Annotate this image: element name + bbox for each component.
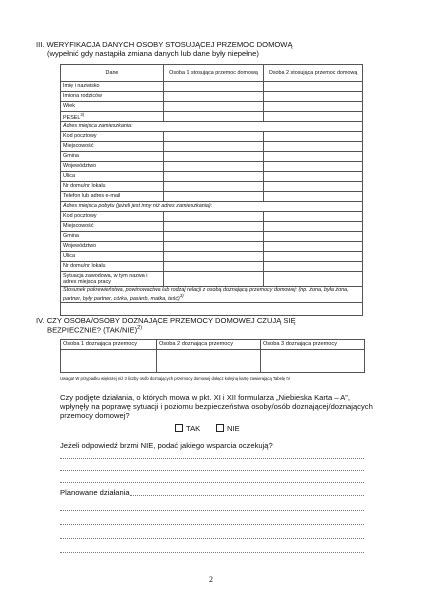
question1-line2: wpłynęły na poprawę sytuacji i poziomu bezpieczeństwa osoby/osób doznającej/doznających xyxy=(60,402,373,411)
input-cell[interactable] xyxy=(164,212,264,222)
row-label: Ulica xyxy=(61,172,164,182)
section4-table xyxy=(60,339,365,373)
col-header-victim3: Osoba 3 doznająca przemocy xyxy=(261,340,365,350)
answer-line[interactable] xyxy=(130,495,364,496)
table-row xyxy=(61,212,363,222)
section4-note: Uwaga! W przypadku większej niż 3 liczby osób doznających przemocy domowej dołącz kolejną kartę zawierającą Tabelę IV xyxy=(60,376,291,381)
col-header-person1: Osoba 1 stosująca przemoc domową xyxy=(164,65,264,82)
input-cell[interactable] xyxy=(264,162,363,172)
table-row xyxy=(61,142,363,152)
input-cell[interactable] xyxy=(264,232,363,242)
table-row xyxy=(61,102,363,112)
no-checkbox[interactable] xyxy=(216,424,224,432)
answer-line[interactable] xyxy=(60,538,364,539)
input-cell[interactable] xyxy=(164,222,264,232)
input-cell[interactable] xyxy=(264,242,363,252)
input-cell[interactable] xyxy=(164,262,264,272)
question1-line3: przemocy domowej? xyxy=(60,411,130,420)
input-cell[interactable] xyxy=(164,272,264,287)
input-cell[interactable] xyxy=(164,172,264,182)
relation-label xyxy=(61,287,363,303)
table-section-row xyxy=(61,202,363,212)
input-cell[interactable] xyxy=(264,272,363,287)
answer-line[interactable] xyxy=(60,524,364,525)
question1-line1: Czy podjęte działania, o których mowa w pkt. XI i XII formularza „Niebieska Karta – A”, xyxy=(60,393,350,402)
input-cell[interactable] xyxy=(264,82,363,92)
answer-cell[interactable] xyxy=(261,350,365,373)
table-section-row xyxy=(61,122,363,132)
row-label: Nr domu/nr lokalu xyxy=(61,182,164,192)
row-label: Imiona rodziców xyxy=(61,92,164,102)
table-row xyxy=(61,222,363,232)
section4-heading-line2 xyxy=(47,325,142,335)
input-cell[interactable] xyxy=(264,92,363,102)
table-section-row xyxy=(61,287,363,303)
row-label xyxy=(61,112,164,122)
section3-subheading: (wypełnić gdy nastąpiła zmiana danych lub dane były niepełne) xyxy=(47,49,259,58)
section3-heading: III. WERYFIKACJA DANYCH OSOBY STOSUJĄCEJ PRZEMOC DOMOWĄ xyxy=(36,40,293,49)
input-cell[interactable] xyxy=(264,192,363,202)
input-cell[interactable] xyxy=(164,252,264,262)
input-cell[interactable] xyxy=(264,172,363,182)
table-row xyxy=(61,252,363,262)
answer-line[interactable] xyxy=(60,510,364,511)
input-cell[interactable] xyxy=(264,132,363,142)
section-label: Adres miejsca pobytu (jeżeli jest inny niż adres zamieszkania): xyxy=(61,202,363,212)
input-cell[interactable] xyxy=(264,212,363,222)
input-cell[interactable] xyxy=(264,252,363,262)
input-cell[interactable] xyxy=(164,232,264,242)
row-label: Miejscowość xyxy=(61,222,164,232)
relation-input-row xyxy=(61,303,363,316)
answer-cell[interactable] xyxy=(157,350,261,373)
planned-actions-label: Planowane działania xyxy=(60,488,130,497)
table-row xyxy=(61,272,363,287)
input-cell[interactable] xyxy=(164,162,264,172)
input-cell[interactable] xyxy=(164,242,264,252)
row-label-text: PESEL xyxy=(63,114,81,121)
table-row xyxy=(61,132,363,142)
no-label: NIE xyxy=(227,424,240,433)
table-row xyxy=(61,232,363,242)
input-cell[interactable] xyxy=(164,112,264,122)
footnote-marker: 3) xyxy=(80,112,85,117)
table-header-row xyxy=(61,65,363,82)
input-cell[interactable] xyxy=(164,82,264,92)
row-label: Sytuacja zawodowa, w tym nazwa i adres miejsca pracy xyxy=(61,272,164,287)
col-header-victim2: Osoba 2 doznająca przemocy xyxy=(157,340,261,350)
footnote-marker: 3) xyxy=(179,293,184,299)
table-row xyxy=(61,262,363,272)
row-label: Gmina xyxy=(61,152,164,162)
table-row xyxy=(61,192,363,202)
col-header-victim1: Osoba 1 doznająca przemocy xyxy=(61,340,157,350)
answer-line[interactable] xyxy=(60,552,364,553)
row-label: Ulica xyxy=(61,252,164,262)
row-label: Województwo xyxy=(61,242,164,252)
footnote-marker: 2) xyxy=(137,325,143,331)
table-row xyxy=(61,82,363,92)
yes-option[interactable] xyxy=(175,424,200,433)
section4-heading-line1: IV. CZY OSOBA/OSOBY DOZNAJĄCE PRZEMOCY DOMOWEJ CZUJĄ SIĘ xyxy=(36,316,296,325)
table-row xyxy=(61,152,363,162)
table-row xyxy=(61,172,363,182)
answer-line[interactable] xyxy=(60,470,364,471)
relation-label-text: Stosunek pokrewieństwa, powinowactwa lub rodzaj relacji z osobą doznającą przemocy domowej: (np. żona, była żona, partner, były partner, córka, pasierb, matka, teść) xyxy=(63,287,349,302)
input-cell[interactable] xyxy=(164,132,264,142)
input-cell[interactable] xyxy=(264,262,363,272)
section-label: Adres miejsca zamieszkania: xyxy=(61,122,363,132)
input-cell[interactable] xyxy=(164,92,264,102)
col-header-data: Dane xyxy=(61,65,164,82)
row-label: Miejscowość xyxy=(61,142,164,152)
table-row xyxy=(61,112,363,122)
table-row xyxy=(61,182,363,192)
no-option[interactable] xyxy=(216,424,240,433)
table-row xyxy=(61,350,365,373)
answer-line[interactable] xyxy=(60,482,364,483)
table-row xyxy=(61,92,363,102)
yes-checkbox[interactable] xyxy=(175,424,183,432)
page-number: 2 xyxy=(209,575,213,584)
input-cell[interactable] xyxy=(61,303,363,316)
row-label: Kod pocztowy xyxy=(61,132,164,142)
section4-heading-text: BEZPIECZNIE? (TAK/NIE) xyxy=(47,325,138,335)
input-cell[interactable] xyxy=(164,192,264,202)
col-header-person2: Osoba 2 stosująca przemoc domową xyxy=(264,65,363,82)
input-cell[interactable] xyxy=(164,142,264,152)
table-row xyxy=(61,162,363,172)
input-cell[interactable] xyxy=(164,152,264,162)
row-label: Nr domu/nr lokalu xyxy=(61,262,164,272)
input-cell[interactable] xyxy=(264,152,363,162)
row-label: Telefon lub adres e-mail xyxy=(61,192,164,202)
input-cell[interactable] xyxy=(264,112,363,122)
row-label: Imię i nazwisko xyxy=(61,82,164,92)
row-label: Województwo xyxy=(61,162,164,172)
answer-cell[interactable] xyxy=(61,350,157,373)
row-label: Kod pocztowy xyxy=(61,212,164,222)
input-cell[interactable] xyxy=(264,182,363,192)
row-label: Wiek xyxy=(61,102,164,112)
table-header-row xyxy=(61,340,365,350)
input-cell[interactable] xyxy=(264,142,363,152)
input-cell[interactable] xyxy=(264,102,363,112)
answer-line[interactable] xyxy=(60,458,364,459)
input-cell[interactable] xyxy=(164,102,264,112)
yes-label: TAK xyxy=(186,424,201,433)
input-cell[interactable] xyxy=(164,182,264,192)
question2: Jeżeli odpowiedź brzmi NIE, podać jakiego wsparcia oczekują? xyxy=(60,441,273,450)
row-label: Gmina xyxy=(61,232,164,242)
input-cell[interactable] xyxy=(264,222,363,232)
table-row xyxy=(61,242,363,252)
section3-table xyxy=(60,64,363,316)
